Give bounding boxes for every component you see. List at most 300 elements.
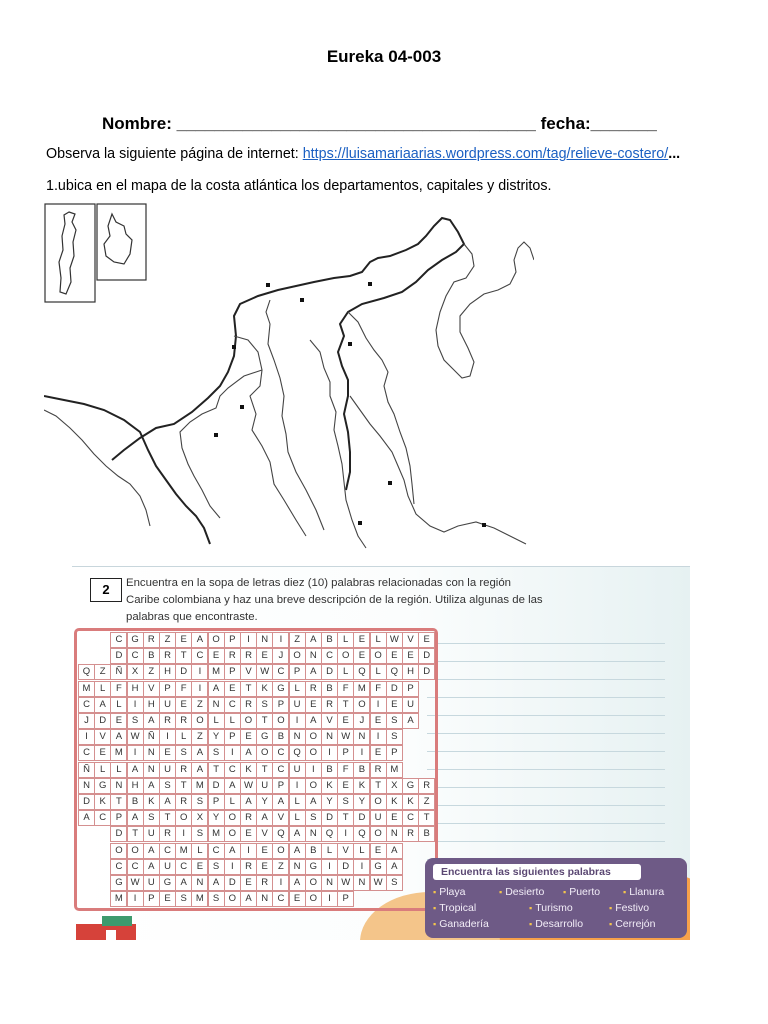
grid-letter-cell[interactable]: O <box>370 648 387 664</box>
grid-letter-cell[interactable]: Q <box>272 826 289 842</box>
grid-letter-cell[interactable]: A <box>143 778 160 794</box>
grid-letter-cell[interactable]: B <box>272 729 289 745</box>
grid-letter-cell[interactable]: G <box>402 778 419 794</box>
grid-letter-cell[interactable]: P <box>337 745 354 761</box>
grid-letter-cell[interactable]: I <box>159 729 176 745</box>
grid-letter-cell[interactable]: E <box>305 697 322 713</box>
grid-letter-cell[interactable]: N <box>289 729 306 745</box>
grid-letter-cell[interactable]: C <box>224 697 241 713</box>
grid-letter-cell[interactable]: G <box>370 859 387 875</box>
grid-letter-cell[interactable]: M <box>78 681 95 697</box>
grid-letter-cell[interactable]: S <box>175 891 192 907</box>
grid-letter-cell[interactable]: J <box>353 713 370 729</box>
grid-letter-cell[interactable]: E <box>402 648 419 664</box>
grid-letter-cell[interactable]: D <box>418 664 435 680</box>
grid-letter-cell[interactable]: N <box>110 778 127 794</box>
grid-letter-cell[interactable]: W <box>127 875 144 891</box>
grid-letter-cell[interactable]: N <box>191 875 208 891</box>
grid-letter-cell[interactable]: O <box>175 810 192 826</box>
grid-letter-cell[interactable]: A <box>143 713 160 729</box>
grid-letter-cell[interactable]: B <box>353 762 370 778</box>
grid-letter-cell[interactable]: X <box>191 810 208 826</box>
grid-letter-cell[interactable]: I <box>321 859 338 875</box>
grid-letter-cell[interactable]: Ñ <box>143 729 160 745</box>
grid-letter-cell[interactable]: G <box>94 778 111 794</box>
grid-letter-cell[interactable]: K <box>256 681 273 697</box>
grid-letter-cell[interactable]: R <box>240 810 257 826</box>
grid-letter-cell[interactable]: N <box>321 729 338 745</box>
grid-letter-cell[interactable]: O <box>191 713 208 729</box>
grid-letter-cell[interactable]: P <box>337 891 354 907</box>
grid-letter-cell[interactable]: Z <box>418 794 435 810</box>
grid-letter-cell[interactable]: I <box>272 632 289 648</box>
grid-letter-cell[interactable]: I <box>353 859 370 875</box>
grid-letter-cell[interactable]: I <box>370 697 387 713</box>
grid-letter-cell[interactable]: X <box>386 778 403 794</box>
grid-letter-cell[interactable]: A <box>402 713 419 729</box>
grid-letter-cell[interactable]: P <box>224 729 241 745</box>
grid-letter-cell[interactable]: D <box>321 664 338 680</box>
grid-letter-cell[interactable]: F <box>337 762 354 778</box>
grid-letter-cell[interactable]: E <box>370 843 387 859</box>
grid-letter-cell[interactable]: E <box>370 745 387 761</box>
grid-letter-cell[interactable]: T <box>175 648 192 664</box>
grid-letter-cell[interactable]: T <box>370 778 387 794</box>
grid-letter-cell[interactable]: A <box>289 826 306 842</box>
grid-letter-cell[interactable]: A <box>305 794 322 810</box>
grid-letter-cell[interactable]: D <box>110 648 127 664</box>
grid-letter-cell[interactable]: T <box>110 794 127 810</box>
grid-letter-cell[interactable]: Z <box>289 632 306 648</box>
grid-letter-cell[interactable]: W <box>370 875 387 891</box>
grid-letter-cell[interactable]: N <box>78 778 95 794</box>
grid-letter-cell[interactable]: A <box>143 859 160 875</box>
grid-letter-cell[interactable]: S <box>386 729 403 745</box>
grid-letter-cell[interactable]: S <box>386 875 403 891</box>
grid-letter-cell[interactable]: B <box>127 794 144 810</box>
grid-letter-cell[interactable]: I <box>127 697 144 713</box>
grid-letter-cell[interactable]: A <box>127 810 144 826</box>
grid-letter-cell[interactable]: H <box>159 664 176 680</box>
grid-letter-cell[interactable]: O <box>337 648 354 664</box>
grid-letter-cell[interactable]: N <box>256 632 273 648</box>
grid-letter-cell[interactable]: I <box>127 891 144 907</box>
grid-letter-cell[interactable]: N <box>256 891 273 907</box>
grid-letter-cell[interactable]: R <box>256 875 273 891</box>
grid-letter-cell[interactable]: I <box>78 729 95 745</box>
grid-letter-cell[interactable]: N <box>353 729 370 745</box>
grid-letter-cell[interactable]: A <box>159 794 176 810</box>
grid-letter-cell[interactable]: R <box>321 697 338 713</box>
grid-letter-cell[interactable]: I <box>191 681 208 697</box>
grid-letter-cell[interactable]: E <box>175 697 192 713</box>
grid-letter-cell[interactable]: C <box>110 859 127 875</box>
grid-letter-cell[interactable]: E <box>175 632 192 648</box>
grid-letter-cell[interactable]: W <box>127 729 144 745</box>
grid-letter-cell[interactable]: L <box>175 729 192 745</box>
grid-letter-cell[interactable]: P <box>159 681 176 697</box>
grid-letter-cell[interactable]: P <box>386 745 403 761</box>
grid-letter-cell[interactable]: P <box>143 891 160 907</box>
grid-letter-cell[interactable]: T <box>337 697 354 713</box>
grid-letter-cell[interactable]: R <box>402 826 419 842</box>
grid-letter-cell[interactable]: R <box>240 697 257 713</box>
grid-letter-cell[interactable]: A <box>191 632 208 648</box>
grid-letter-cell[interactable]: G <box>305 859 322 875</box>
grid-letter-cell[interactable]: P <box>272 697 289 713</box>
grid-letter-cell[interactable]: O <box>272 843 289 859</box>
grid-letter-cell[interactable]: Z <box>159 632 176 648</box>
grid-letter-cell[interactable]: T <box>127 826 144 842</box>
grid-letter-cell[interactable]: E <box>191 859 208 875</box>
grid-letter-cell[interactable]: A <box>78 810 95 826</box>
grid-letter-cell[interactable]: W <box>337 875 354 891</box>
grid-letter-cell[interactable]: F <box>370 681 387 697</box>
grid-letter-cell[interactable]: E <box>256 648 273 664</box>
grid-letter-cell[interactable]: T <box>256 713 273 729</box>
grid-letter-cell[interactable]: D <box>78 794 95 810</box>
grid-letter-cell[interactable]: A <box>143 843 160 859</box>
grid-letter-cell[interactable]: P <box>208 794 225 810</box>
grid-letter-cell[interactable]: E <box>370 713 387 729</box>
grid-letter-cell[interactable]: A <box>94 697 111 713</box>
grid-letter-cell[interactable]: C <box>159 843 176 859</box>
grid-letter-cell[interactable]: Q <box>386 664 403 680</box>
grid-letter-cell[interactable]: L <box>224 713 241 729</box>
grid-letter-cell[interactable]: T <box>240 681 257 697</box>
grid-letter-cell[interactable]: I <box>305 762 322 778</box>
grid-letter-cell[interactable]: C <box>127 648 144 664</box>
grid-letter-cell[interactable]: D <box>386 681 403 697</box>
grid-letter-cell[interactable]: O <box>370 794 387 810</box>
grid-letter-cell[interactable]: N <box>289 859 306 875</box>
grid-letter-cell[interactable]: C <box>208 843 225 859</box>
grid-letter-cell[interactable]: E <box>386 810 403 826</box>
grid-letter-cell[interactable]: C <box>272 664 289 680</box>
grid-letter-cell[interactable]: D <box>110 826 127 842</box>
grid-letter-cell[interactable]: S <box>127 713 144 729</box>
grid-letter-cell[interactable]: Z <box>191 729 208 745</box>
grid-letter-cell[interactable]: S <box>191 794 208 810</box>
grid-letter-cell[interactable]: Y <box>256 794 273 810</box>
grid-letter-cell[interactable]: W <box>240 778 257 794</box>
grid-letter-cell[interactable]: R <box>224 648 241 664</box>
grid-letter-cell[interactable]: F <box>110 681 127 697</box>
grid-letter-cell[interactable]: K <box>240 762 257 778</box>
grid-letter-cell[interactable]: C <box>272 745 289 761</box>
grid-letter-cell[interactable]: O <box>110 843 127 859</box>
grid-letter-cell[interactable]: B <box>143 648 160 664</box>
grid-letter-cell[interactable]: A <box>240 794 257 810</box>
grid-letter-cell[interactable]: E <box>94 745 111 761</box>
grid-letter-cell[interactable]: Y <box>321 794 338 810</box>
grid-letter-cell[interactable]: Z <box>272 859 289 875</box>
grid-letter-cell[interactable]: N <box>305 648 322 664</box>
grid-letter-cell[interactable]: E <box>289 891 306 907</box>
grid-letter-cell[interactable]: K <box>386 794 403 810</box>
grid-letter-cell[interactable]: E <box>110 713 127 729</box>
grid-letter-cell[interactable]: S <box>143 810 160 826</box>
grid-letter-cell[interactable]: R <box>159 826 176 842</box>
grid-letter-cell[interactable]: A <box>127 762 144 778</box>
grid-letter-cell[interactable]: N <box>305 826 322 842</box>
grid-letter-cell[interactable]: E <box>386 648 403 664</box>
grid-letter-cell[interactable]: S <box>256 697 273 713</box>
grid-letter-cell[interactable]: J <box>272 648 289 664</box>
grid-letter-cell[interactable]: R <box>143 632 160 648</box>
grid-letter-cell[interactable]: I <box>370 729 387 745</box>
grid-letter-cell[interactable]: O <box>370 826 387 842</box>
grid-letter-cell[interactable]: K <box>321 778 338 794</box>
grid-letter-cell[interactable]: I <box>224 859 241 875</box>
grid-letter-cell[interactable]: R <box>175 713 192 729</box>
grid-letter-cell[interactable]: O <box>224 810 241 826</box>
grid-letter-cell[interactable]: C <box>272 891 289 907</box>
grid-letter-cell[interactable]: M <box>386 762 403 778</box>
grid-letter-cell[interactable]: G <box>127 632 144 648</box>
grid-letter-cell[interactable]: Q <box>353 664 370 680</box>
grid-letter-cell[interactable]: O <box>305 891 322 907</box>
grid-letter-cell[interactable]: A <box>386 859 403 875</box>
grid-letter-cell[interactable]: Y <box>353 794 370 810</box>
grid-letter-cell[interactable]: L <box>337 664 354 680</box>
grid-letter-cell[interactable]: L <box>337 632 354 648</box>
grid-letter-cell[interactable]: R <box>175 794 192 810</box>
grid-letter-cell[interactable]: E <box>256 843 273 859</box>
grid-letter-cell[interactable]: P <box>224 632 241 648</box>
grid-letter-cell[interactable]: U <box>143 875 160 891</box>
grid-letter-cell[interactable]: U <box>159 697 176 713</box>
grid-letter-cell[interactable]: B <box>321 681 338 697</box>
grid-letter-cell[interactable]: E <box>353 632 370 648</box>
grid-letter-cell[interactable]: L <box>321 843 338 859</box>
grid-letter-cell[interactable]: M <box>175 843 192 859</box>
grid-letter-cell[interactable]: Q <box>321 826 338 842</box>
grid-letter-cell[interactable]: C <box>127 859 144 875</box>
grid-letter-cell[interactable]: P <box>272 778 289 794</box>
grid-letter-cell[interactable]: Z <box>191 697 208 713</box>
grid-letter-cell[interactable]: M <box>110 745 127 761</box>
grid-letter-cell[interactable]: R <box>240 648 257 664</box>
grid-letter-cell[interactable]: E <box>208 648 225 664</box>
grid-letter-cell[interactable]: W <box>256 664 273 680</box>
grid-letter-cell[interactable]: A <box>240 891 257 907</box>
grid-letter-cell[interactable]: C <box>224 762 241 778</box>
grid-letter-cell[interactable]: I <box>289 778 306 794</box>
website-link[interactable]: https://luisamariaarias.wordpress.com/tag/relieve-costero/ <box>302 146 669 162</box>
grid-letter-cell[interactable]: A <box>224 778 241 794</box>
grid-letter-cell[interactable]: R <box>418 778 435 794</box>
grid-letter-cell[interactable]: S <box>208 859 225 875</box>
grid-letter-cell[interactable]: T <box>337 810 354 826</box>
grid-letter-cell[interactable]: Ñ <box>78 762 95 778</box>
grid-letter-cell[interactable]: L <box>208 713 225 729</box>
grid-letter-cell[interactable]: G <box>272 681 289 697</box>
grid-letter-cell[interactable]: M <box>110 891 127 907</box>
grid-letter-cell[interactable]: O <box>208 632 225 648</box>
grid-letter-cell[interactable]: H <box>127 778 144 794</box>
grid-letter-cell[interactable]: O <box>305 875 322 891</box>
grid-letter-cell[interactable]: D <box>208 778 225 794</box>
grid-letter-cell[interactable]: H <box>402 664 419 680</box>
grid-letter-cell[interactable]: A <box>191 745 208 761</box>
grid-letter-cell[interactable]: P <box>224 664 241 680</box>
grid-letter-cell[interactable]: A <box>175 875 192 891</box>
grid-letter-cell[interactable]: H <box>127 681 144 697</box>
grid-letter-cell[interactable]: J <box>78 713 95 729</box>
grid-letter-cell[interactable]: A <box>191 762 208 778</box>
grid-letter-cell[interactable]: E <box>337 778 354 794</box>
grid-letter-cell[interactable]: A <box>305 632 322 648</box>
grid-letter-cell[interactable]: S <box>386 713 403 729</box>
grid-letter-cell[interactable]: Z <box>143 664 160 680</box>
grid-letter-cell[interactable]: W <box>386 632 403 648</box>
grid-letter-cell[interactable]: I <box>127 745 144 761</box>
grid-letter-cell[interactable]: E <box>418 632 435 648</box>
grid-letter-cell[interactable]: E <box>240 826 257 842</box>
grid-letter-cell[interactable]: A <box>240 745 257 761</box>
grid-letter-cell[interactable]: I <box>240 632 257 648</box>
grid-letter-cell[interactable]: N <box>353 875 370 891</box>
grid-letter-cell[interactable]: A <box>208 875 225 891</box>
grid-letter-cell[interactable]: C <box>78 697 95 713</box>
grid-letter-cell[interactable]: C <box>175 859 192 875</box>
grid-letter-cell[interactable]: A <box>289 843 306 859</box>
grid-letter-cell[interactable]: D <box>353 810 370 826</box>
grid-letter-cell[interactable]: D <box>418 648 435 664</box>
grid-letter-cell[interactable]: S <box>337 794 354 810</box>
grid-letter-cell[interactable]: M <box>191 778 208 794</box>
grid-letter-cell[interactable]: F <box>337 681 354 697</box>
grid-letter-cell[interactable]: B <box>305 843 322 859</box>
grid-letter-cell[interactable]: C <box>402 810 419 826</box>
grid-letter-cell[interactable]: M <box>353 681 370 697</box>
grid-letter-cell[interactable]: M <box>208 826 225 842</box>
grid-letter-cell[interactable]: U <box>256 778 273 794</box>
grid-letter-cell[interactable]: G <box>256 729 273 745</box>
grid-letter-cell[interactable]: L <box>110 697 127 713</box>
grid-letter-cell[interactable]: I <box>337 826 354 842</box>
grid-letter-cell[interactable]: L <box>289 794 306 810</box>
grid-letter-cell[interactable]: D <box>175 664 192 680</box>
grid-letter-cell[interactable]: O <box>224 826 241 842</box>
grid-letter-cell[interactable]: A <box>110 729 127 745</box>
grid-letter-cell[interactable]: C <box>191 648 208 664</box>
grid-letter-cell[interactable]: N <box>143 762 160 778</box>
grid-letter-cell[interactable]: T <box>256 762 273 778</box>
grid-letter-cell[interactable]: I <box>289 713 306 729</box>
grid-letter-cell[interactable]: R <box>159 713 176 729</box>
grid-letter-cell[interactable]: A <box>289 875 306 891</box>
grid-letter-cell[interactable]: M <box>191 891 208 907</box>
grid-letter-cell[interactable]: L <box>289 810 306 826</box>
grid-letter-cell[interactable]: Q <box>78 664 95 680</box>
grid-letter-cell[interactable]: P <box>110 810 127 826</box>
grid-letter-cell[interactable]: V <box>240 664 257 680</box>
grid-letter-cell[interactable]: E <box>159 745 176 761</box>
grid-letter-cell[interactable]: R <box>240 859 257 875</box>
grid-letter-cell[interactable]: Q <box>353 826 370 842</box>
grid-letter-cell[interactable]: O <box>305 729 322 745</box>
grid-letter-cell[interactable]: C <box>110 632 127 648</box>
grid-letter-cell[interactable]: O <box>127 843 144 859</box>
grid-letter-cell[interactable]: E <box>224 681 241 697</box>
grid-letter-cell[interactable]: C <box>272 762 289 778</box>
grid-letter-cell[interactable]: U <box>159 859 176 875</box>
grid-letter-cell[interactable]: L <box>110 762 127 778</box>
grid-letter-cell[interactable]: B <box>321 632 338 648</box>
grid-letter-cell[interactable]: O <box>224 891 241 907</box>
grid-letter-cell[interactable]: P <box>289 664 306 680</box>
grid-letter-cell[interactable]: K <box>143 794 160 810</box>
grid-letter-cell[interactable]: V <box>402 632 419 648</box>
grid-letter-cell[interactable]: T <box>418 810 435 826</box>
grid-letter-cell[interactable]: V <box>272 810 289 826</box>
grid-letter-cell[interactable]: I <box>321 745 338 761</box>
grid-letter-cell[interactable]: G <box>159 875 176 891</box>
grid-letter-cell[interactable]: I <box>272 875 289 891</box>
grid-letter-cell[interactable]: C <box>78 745 95 761</box>
grid-letter-cell[interactable]: V <box>337 843 354 859</box>
grid-letter-cell[interactable]: E <box>337 713 354 729</box>
grid-letter-cell[interactable]: V <box>321 713 338 729</box>
grid-letter-cell[interactable]: K <box>402 794 419 810</box>
grid-letter-cell[interactable]: R <box>175 762 192 778</box>
grid-letter-cell[interactable]: D <box>94 713 111 729</box>
grid-letter-cell[interactable]: C <box>94 810 111 826</box>
grid-letter-cell[interactable]: T <box>159 810 176 826</box>
grid-letter-cell[interactable]: U <box>402 697 419 713</box>
grid-letter-cell[interactable]: A <box>305 664 322 680</box>
grid-letter-cell[interactable]: V <box>94 729 111 745</box>
grid-letter-cell[interactable]: E <box>353 648 370 664</box>
grid-letter-cell[interactable]: B <box>321 762 338 778</box>
grid-letter-cell[interactable]: K <box>353 778 370 794</box>
grid-letter-cell[interactable]: Y <box>208 729 225 745</box>
grid-letter-cell[interactable]: Ñ <box>110 664 127 680</box>
grid-letter-cell[interactable]: S <box>305 810 322 826</box>
grid-letter-cell[interactable]: T <box>208 762 225 778</box>
grid-letter-cell[interactable]: O <box>289 648 306 664</box>
grid-letter-cell[interactable]: V <box>143 681 160 697</box>
grid-letter-cell[interactable]: I <box>321 891 338 907</box>
grid-letter-cell[interactable]: A <box>208 681 225 697</box>
grid-letter-cell[interactable]: L <box>94 681 111 697</box>
grid-letter-cell[interactable]: U <box>159 762 176 778</box>
grid-letter-cell[interactable]: L <box>289 681 306 697</box>
grid-letter-cell[interactable]: D <box>321 810 338 826</box>
grid-letter-cell[interactable]: S <box>208 891 225 907</box>
grid-letter-cell[interactable]: A <box>256 810 273 826</box>
grid-letter-cell[interactable]: S <box>191 826 208 842</box>
grid-letter-cell[interactable]: W <box>337 729 354 745</box>
grid-letter-cell[interactable]: D <box>337 859 354 875</box>
grid-letter-cell[interactable]: K <box>94 794 111 810</box>
grid-letter-cell[interactable]: Y <box>208 810 225 826</box>
grid-letter-cell[interactable]: U <box>370 810 387 826</box>
grid-letter-cell[interactable]: R <box>159 648 176 664</box>
grid-letter-cell[interactable]: C <box>321 648 338 664</box>
grid-letter-cell[interactable]: I <box>175 826 192 842</box>
grid-letter-cell[interactable]: A <box>305 713 322 729</box>
grid-letter-cell[interactable]: R <box>305 681 322 697</box>
grid-letter-cell[interactable]: L <box>191 843 208 859</box>
grid-letter-cell[interactable]: I <box>353 745 370 761</box>
grid-letter-cell[interactable]: G <box>110 875 127 891</box>
grid-letter-cell[interactable]: Q <box>289 745 306 761</box>
grid-letter-cell[interactable]: L <box>353 843 370 859</box>
grid-letter-cell[interactable]: U <box>143 826 160 842</box>
